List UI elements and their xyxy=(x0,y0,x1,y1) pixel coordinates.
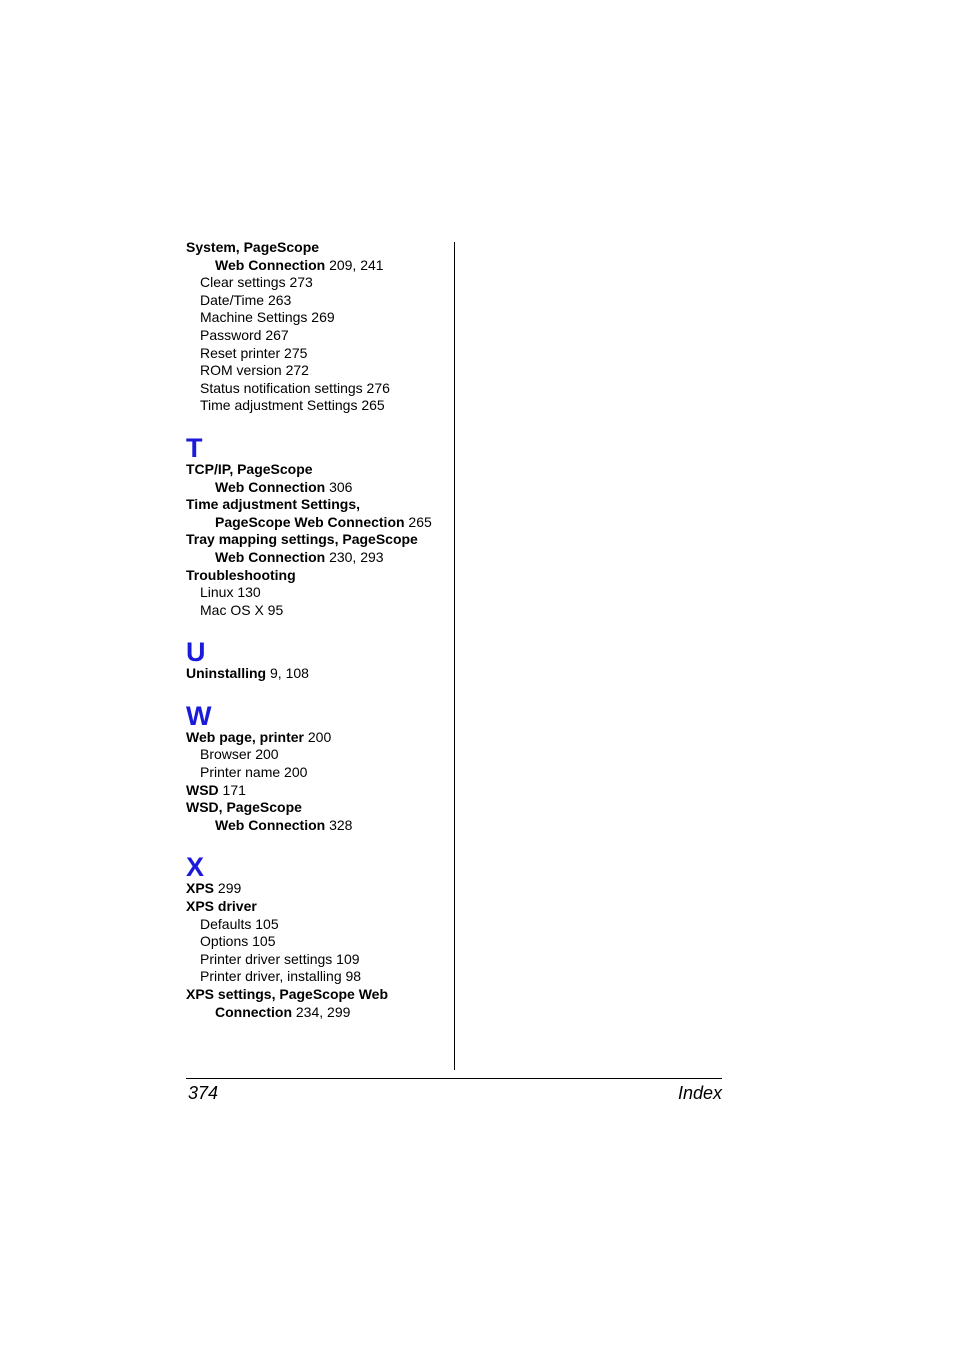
index-term: Web Connection xyxy=(215,548,326,565)
index-subentry xyxy=(186,916,448,934)
index-term: WSD xyxy=(186,781,219,798)
index-letter-heading: W xyxy=(186,700,212,731)
index-term: Connection xyxy=(215,1003,292,1020)
index-pages: Date/Time 263 xyxy=(200,291,292,308)
index-entry xyxy=(186,880,448,898)
index-term: Troubleshooting xyxy=(186,566,296,583)
index-pages: Password 267 xyxy=(200,326,289,343)
index-pages: Printer driver settings 109 xyxy=(200,950,360,967)
index-pages: Linux 130 xyxy=(200,584,261,601)
index-column xyxy=(186,239,448,1021)
page-number: 374 xyxy=(188,1083,219,1103)
index-term: Uninstalling xyxy=(186,665,267,682)
index-term: PageScope Web Connection xyxy=(215,513,405,530)
index-entry-continuation xyxy=(186,479,448,497)
index-term: XPS xyxy=(186,880,215,897)
index-letter-heading: X xyxy=(186,852,205,883)
index-term: Web page, printer xyxy=(186,728,304,745)
index-pages: Printer driver, installing 98 xyxy=(200,968,362,985)
index-subentry xyxy=(186,274,448,292)
index-pages: 306 xyxy=(325,478,353,495)
index-term: Web Connection xyxy=(215,478,326,495)
index-pages: Printer name 200 xyxy=(200,764,308,781)
index-term: Web Connection xyxy=(215,816,326,833)
section-title: Index xyxy=(677,1083,722,1103)
index-subentry xyxy=(186,380,448,398)
index-entry xyxy=(186,665,448,683)
index-subentry xyxy=(186,968,448,986)
index-pages: 9, 108 xyxy=(266,665,309,682)
index-subentry xyxy=(186,345,448,363)
index-subentry xyxy=(186,764,448,782)
index-term: Time adjustment Settings, xyxy=(186,496,360,513)
index-subentry xyxy=(186,602,448,620)
index-entry-continuation xyxy=(186,549,448,567)
index-entry xyxy=(186,898,448,916)
index-pages: 230, 293 xyxy=(325,548,384,565)
footer-rule xyxy=(186,1078,722,1079)
index-term: WSD, PageScope xyxy=(186,799,302,816)
index-pages: 328 xyxy=(325,816,353,833)
index-subentry xyxy=(186,584,448,602)
index-pages: Reset printer 275 xyxy=(200,344,308,361)
index-term: XPS settings, PageScope Web xyxy=(186,986,389,1002)
index-term: System, PageScope xyxy=(186,239,320,255)
index-pages: 200 xyxy=(303,728,332,745)
index-entry xyxy=(186,496,448,514)
index-entry xyxy=(186,782,448,800)
index-pages: Clear settings 273 xyxy=(200,274,313,291)
index-letter-heading: T xyxy=(186,432,203,463)
index-pages: Defaults 105 xyxy=(200,915,279,932)
index-letter-heading: U xyxy=(186,637,206,668)
index-entry xyxy=(186,531,448,549)
index-subentry xyxy=(186,362,448,380)
index-entry-continuation xyxy=(186,514,448,532)
index-entry-continuation xyxy=(186,257,448,275)
index-subentry xyxy=(186,951,448,969)
index-term: TCP/IP, PageScope xyxy=(186,460,313,477)
index-pages: 299 xyxy=(214,880,242,897)
index-pages: Options 105 xyxy=(200,933,276,950)
index-entry xyxy=(186,461,448,479)
index-entry xyxy=(186,239,448,257)
index-subentry xyxy=(186,746,448,764)
index-pages: 171 xyxy=(218,781,246,798)
index-pages: Time adjustment Settings 265 xyxy=(200,397,385,414)
index-term: Tray mapping settings, PageScope xyxy=(186,531,418,548)
index-pages: 209, 241 xyxy=(325,256,384,273)
index-entry xyxy=(186,567,448,585)
index-entry-continuation xyxy=(186,817,448,835)
index-pages: Machine Settings 269 xyxy=(200,309,335,326)
index-entry xyxy=(186,986,448,1004)
index-pages: Status notification settings 276 xyxy=(200,379,390,396)
index-subentry xyxy=(186,292,448,310)
index-subentry xyxy=(186,397,448,415)
index-entry xyxy=(186,729,448,747)
index-entry xyxy=(186,799,448,817)
index-pages: Mac OS X 95 xyxy=(200,601,284,618)
column-divider xyxy=(454,242,455,1070)
index-pages: 265 xyxy=(404,513,432,530)
index-entry-continuation xyxy=(186,1004,448,1022)
index-pages: ROM version 272 xyxy=(200,362,309,379)
index-pages: Browser 200 xyxy=(200,746,279,763)
index-term: Web Connection xyxy=(215,256,326,273)
index-pages: 234, 299 xyxy=(292,1003,351,1020)
index-subentry xyxy=(186,327,448,345)
index-subentry xyxy=(186,933,448,951)
index-subentry xyxy=(186,309,448,327)
index-term: XPS driver xyxy=(186,898,257,915)
